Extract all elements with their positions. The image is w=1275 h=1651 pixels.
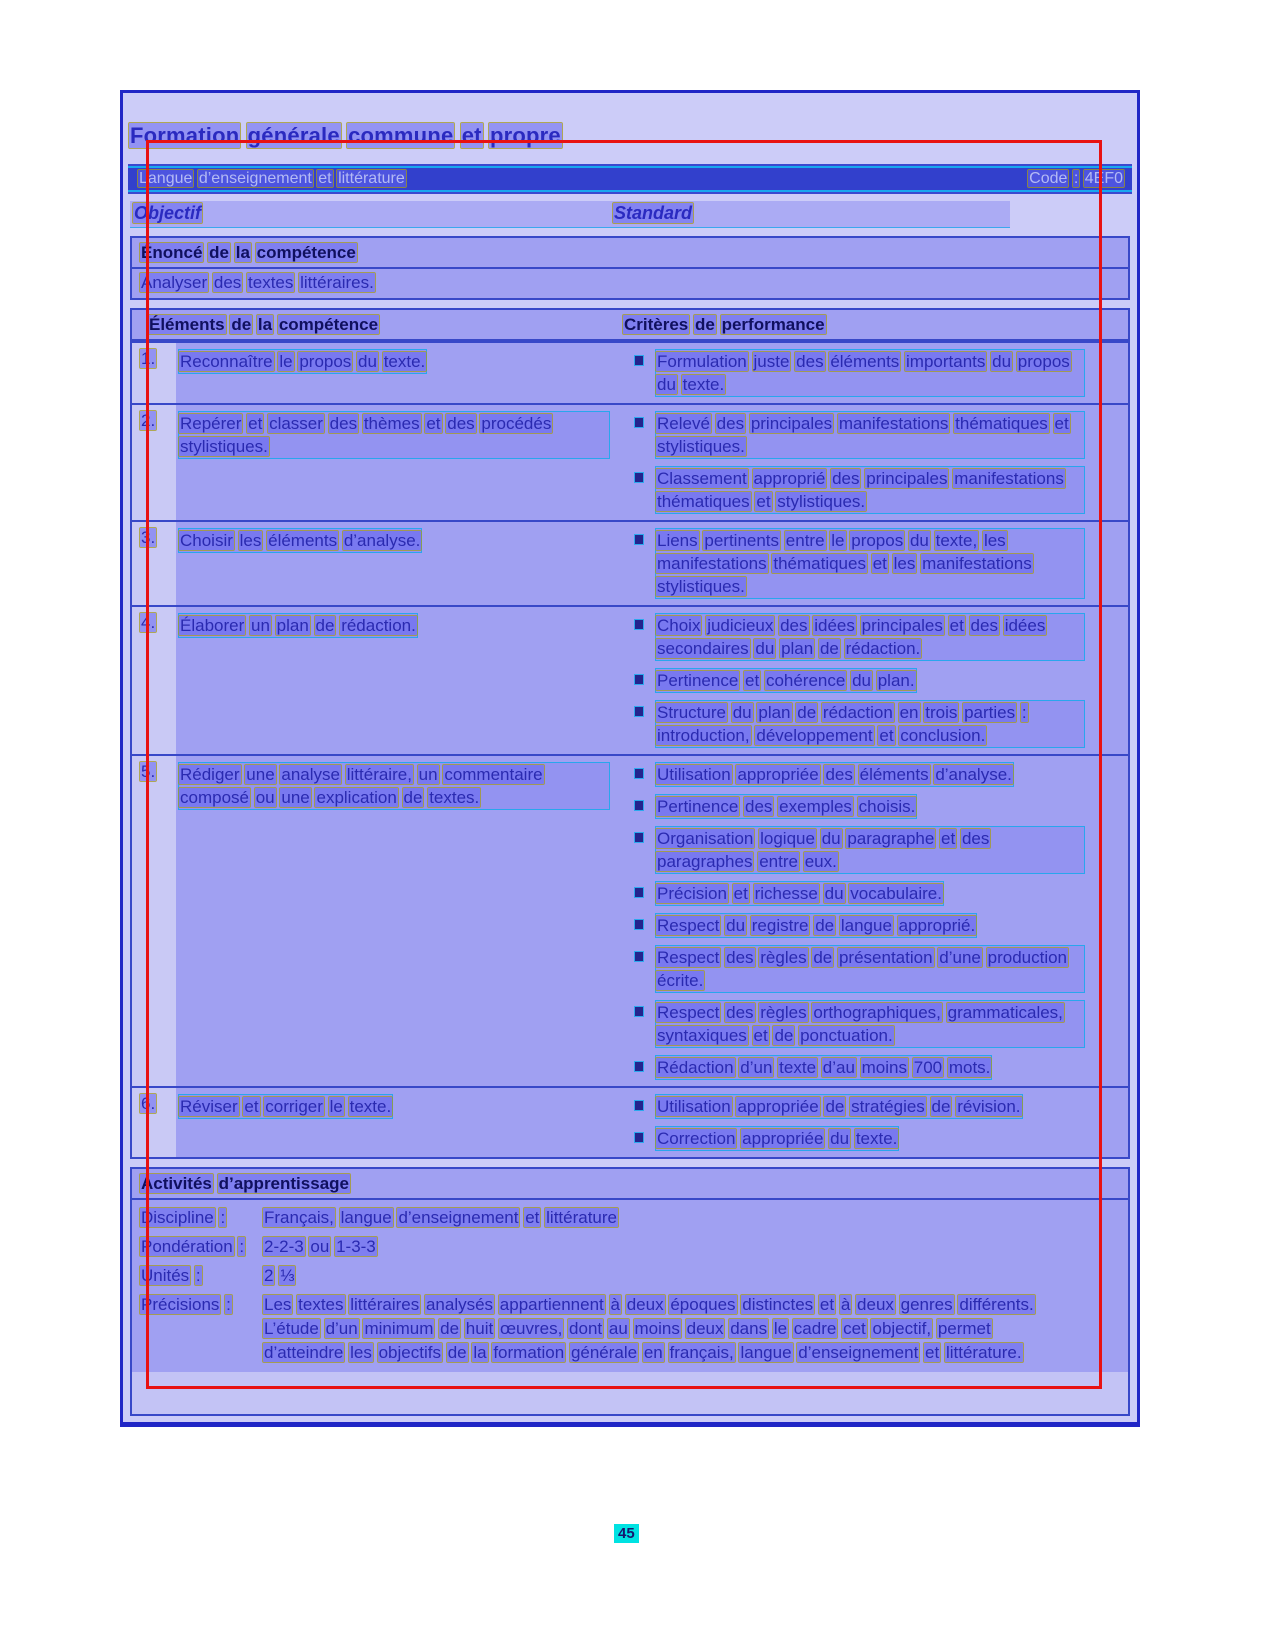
criterion — [635, 613, 1122, 661]
row-number: 2. — [141, 411, 156, 430]
criteria-cell — [625, 405, 1128, 520]
criterion — [635, 826, 1122, 874]
criterion-text: Classement approprié des principales manifestations thématiques et stylistiques. — [655, 466, 1085, 514]
element-cell — [176, 1088, 625, 1157]
criterion-text: Pertinence et cohérence du plan. — [655, 668, 917, 693]
criterion-text: Correction appropriée du texte. — [655, 1126, 899, 1151]
row-number: 4. — [141, 613, 156, 632]
unites-value: 2 ⅓ — [264, 1266, 295, 1285]
row-number: 3. — [141, 528, 156, 547]
subject-label: Langue d’enseignement et littérature — [139, 170, 405, 187]
row-number: 1. — [141, 349, 156, 368]
page-title: Formation générale commune et propre — [130, 123, 561, 148]
bullet-icon — [635, 356, 643, 365]
table-row — [132, 520, 1128, 605]
bullet-icon — [635, 1062, 643, 1071]
competence-table — [130, 308, 1130, 1159]
bullet-icon — [635, 675, 643, 684]
enonce-box — [130, 236, 1130, 300]
document-frame — [120, 90, 1140, 1427]
column-headers — [130, 200, 1137, 228]
element-text: Repérer et classer des thèmes et des procédés stylistiques. — [178, 411, 610, 459]
criterion-text: Choix judicieux des idées principales et des idées secondaires du plan de rédaction. — [655, 613, 1085, 661]
precisions-value — [263, 1293, 1063, 1365]
criteria-cell — [625, 607, 1128, 754]
bullet-icon — [635, 833, 643, 842]
criterion-text: Pertinence des exemples choisis. — [655, 794, 917, 819]
element-text: Reconnaître le propos du texte. — [178, 349, 427, 374]
elements-header: Éléments de la compétence — [149, 315, 379, 334]
element-cell — [176, 343, 625, 403]
criterion — [635, 466, 1122, 514]
table-row — [132, 754, 1128, 1086]
precisions-paragraph: L’étude d’un minimum de huit œuvres, dont au moins deux dans le cadre cet objectif, permet d’atteindre les objectifs de la formation générale en français, langue d’enseignement et littérature. — [264, 1319, 1022, 1362]
element-text: Réviser et corriger le texte. — [178, 1094, 393, 1119]
enonce-heading: Énoncé de la compétence — [132, 238, 1128, 269]
objectif-heading: Objectif — [134, 203, 202, 223]
element-text: Choisir les éléments d’analyse. — [178, 528, 422, 553]
criterion — [635, 1094, 1122, 1119]
element-cell — [176, 756, 625, 1086]
standard-heading: Standard — [614, 203, 693, 223]
column-headers-band — [130, 201, 1010, 228]
activites-body — [132, 1200, 1128, 1372]
bullet-icon — [635, 920, 643, 929]
discipline-field — [140, 1206, 1120, 1230]
precisions-label: Précisions : — [141, 1295, 231, 1314]
ponderation-label: Pondération : — [141, 1237, 245, 1256]
row-number: 5. — [141, 762, 156, 781]
precisions-paragraph: Les textes littéraires analysés appartiennent à deux époques distinctes et à deux genres différents. — [264, 1295, 1034, 1314]
bullet-icon — [635, 952, 643, 961]
criterion — [635, 700, 1122, 748]
ponderation-field — [140, 1235, 1120, 1259]
subject-header-bar — [128, 164, 1132, 194]
enonce-statement: Analyser des textes littéraires. — [141, 273, 374, 292]
criterion-text: Respect des règles orthographiques, grammaticales, syntaxiques et de ponctuation. — [655, 1000, 1085, 1048]
element-cell — [176, 405, 625, 520]
unites-label: Unités : — [141, 1266, 201, 1285]
subject-header-line — [128, 166, 1132, 192]
precisions-field — [140, 1293, 1120, 1365]
enonce-statement-row — [132, 269, 1128, 298]
table-row — [132, 403, 1128, 520]
criterion — [635, 528, 1122, 599]
criterion-text: Liens pertinents entre le propos du texte, les manifestations thématiques et les manifestations stylistiques. — [655, 528, 1085, 599]
criterion — [635, 349, 1122, 397]
bullet-icon — [635, 801, 643, 810]
discipline-value: Français, langue d’enseignement et littérature — [264, 1208, 618, 1227]
discipline-label: Discipline : — [141, 1208, 226, 1227]
bullet-icon — [635, 1133, 643, 1142]
row-number: 6. — [141, 1094, 156, 1113]
criterion — [635, 762, 1122, 787]
bullet-icon — [635, 1007, 643, 1016]
criteria-cell — [625, 756, 1128, 1086]
table-row — [132, 341, 1128, 403]
criterion — [635, 668, 1122, 693]
criterion-text: Formulation juste des éléments importants du propos du texte. — [655, 349, 1085, 397]
bullet-icon — [635, 888, 643, 897]
bullet-icon — [635, 535, 643, 544]
criteria-cell — [625, 522, 1128, 605]
criterion — [635, 1055, 1122, 1080]
element-cell — [176, 607, 625, 754]
criteria-cell — [625, 343, 1128, 403]
criterion — [635, 1000, 1122, 1048]
code-label: Code : 4EF0 — [1029, 170, 1123, 187]
element-cell — [176, 522, 625, 605]
activites-box — [130, 1167, 1130, 1416]
criterion — [635, 881, 1122, 906]
criterion — [635, 945, 1122, 993]
competence-table-header — [132, 310, 1128, 341]
bullet-icon — [635, 473, 643, 482]
criterion-text: Respect du registre de langue approprié. — [655, 913, 977, 938]
unites-field — [140, 1264, 1120, 1288]
criterion — [635, 411, 1122, 459]
criterion-text: Organisation logique du paragraphe et des paragraphes entre eux. — [655, 826, 1085, 874]
criterion-text: Utilisation appropriée des éléments d’analyse. — [655, 762, 1014, 787]
criterion-text: Rédaction d’un texte d’au moins 700 mots. — [655, 1055, 992, 1080]
criterion-text: Utilisation appropriée de stratégies de révision. — [655, 1094, 1023, 1119]
table-row — [132, 1086, 1128, 1157]
activites-heading: Activités d’apprentissage — [132, 1169, 1128, 1200]
ponderation-value: 2-2-3 ou 1-3-3 — [264, 1237, 376, 1256]
page-number: 45 — [614, 1524, 639, 1543]
bullet-icon — [635, 620, 643, 629]
bullet-icon — [635, 1101, 643, 1110]
criterion-text: Respect des règles de présentation d’une production écrite. — [655, 945, 1085, 993]
criterion-text: Précision et richesse du vocabulaire. — [655, 881, 944, 906]
criterion-text: Structure du plan de rédaction en trois parties : introduction, développement et conclusion. — [655, 700, 1085, 748]
criterion — [635, 913, 1122, 938]
criteria-cell — [625, 1088, 1128, 1157]
bullet-icon — [635, 418, 643, 427]
criterion — [635, 1126, 1122, 1151]
table-row — [132, 605, 1128, 754]
element-text: Élaborer un plan de rédaction. — [178, 613, 418, 638]
criteres-header: Critères de performance — [624, 315, 825, 334]
bullet-icon — [635, 707, 643, 716]
element-text: Rédiger une analyse littéraire, un commentaire composé ou une explication de textes. — [178, 762, 610, 810]
bullet-icon — [635, 769, 643, 778]
criterion-text: Relevé des principales manifestations thématiques et stylistiques. — [655, 411, 1085, 459]
criterion — [635, 794, 1122, 819]
